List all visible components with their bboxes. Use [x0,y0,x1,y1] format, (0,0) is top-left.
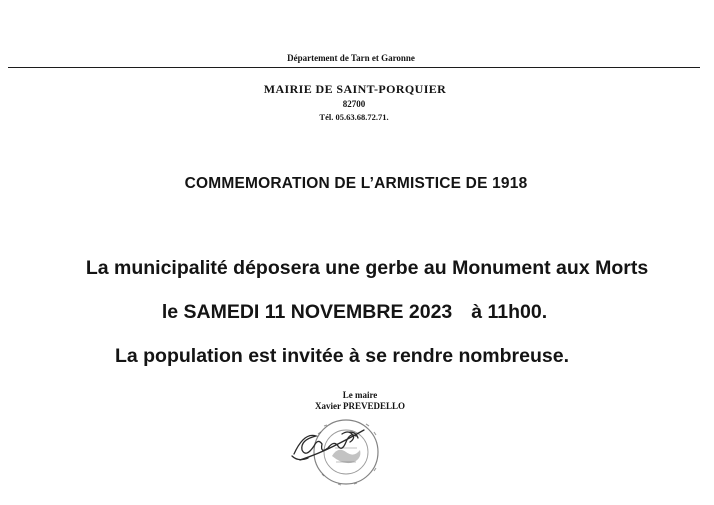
department-text: Département de Tarn et Garonne [287,53,415,63]
announcement-line-3 [0,345,714,368]
phone-number: Tél. 05.63.68.72.71. [319,112,389,122]
postal-code: 82700 [342,99,366,109]
announcement-line-1 [0,257,714,280]
announcement-line-1-text: La municipalité déposera une gerbe au Monument aux Morts [85,257,649,279]
signature-block [260,390,460,411]
mairie-block [0,82,714,122]
official-seal [314,420,378,485]
document-title [0,175,714,193]
announcement-line-3-text: La population est invitée à se rendre nombreuse. [114,345,570,367]
department-header [0,53,714,63]
event-date: le SAMEDI 11 NOVEMBRE 2023 [161,301,453,323]
title-text: COMMEMORATION DE L’ARMISTICE DE 1918 [184,175,528,192]
mayor-stamp-and-signature [288,410,398,492]
signatory-name: Xavier PREVEDELLO [314,401,406,411]
announcement-line-2 [0,301,714,324]
signatory-role: Le maire [342,390,378,400]
event-time: à 11h00. [471,301,548,323]
mairie-name: MAIRIE DE SAINT-PORQUIER [263,82,447,96]
header-rule [8,67,700,68]
